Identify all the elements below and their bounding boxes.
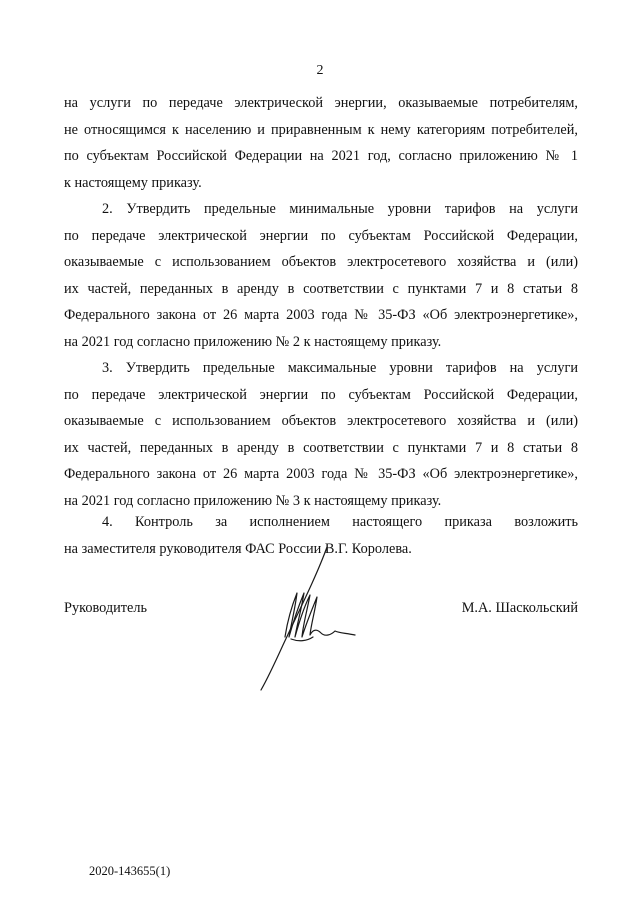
paragraph-line: по передаче электрической энергии по субъектам Российской Федерации, (64, 386, 578, 403)
paragraph-line: на заместителя руководителя ФАС России В.Г. Королева. (64, 540, 412, 557)
handwritten-signature (255, 545, 375, 695)
paragraph-line: оказываемые с использованием объектов электросетевого хозяйства и (или) (64, 254, 578, 271)
paragraph-line: на 2021 год согласно приложению № 3 к настоящему приказу. (64, 492, 442, 509)
paragraph-line: не относящимся к населению и приравненным к нему категориям потребителей, (64, 121, 578, 138)
paragraph-line: 4. Контроль за исполнением настоящего приказа возложить (102, 514, 578, 530)
paragraph-line: оказываемые с использованием объектов электросетевого хозяйства и (или) (64, 413, 578, 430)
paragraph-line: к настоящему приказу. (64, 174, 202, 191)
paragraph-3 (64, 355, 578, 515)
paragraph-line: 3. Утвердить предельные максимальные уровни тарифов на услуги (102, 360, 578, 376)
paragraph-line: 2. Утвердить предельные минимальные уровни тарифов на услуги (102, 201, 578, 217)
paragraph-line: Федерального закона от 26 марта 2003 года № 35-ФЗ «Об электроэнергетике», (64, 466, 578, 483)
signatory-name: М.А. Шаскольский (461, 600, 578, 616)
paragraph-line: на услуги по передаче электрической энергии, оказываемые потребителям, (64, 95, 578, 111)
paragraph-line: их частей, переданных в аренду в соответствии с пунктами 7 и 8 статьи 8 (64, 280, 578, 297)
paragraph-line: Федерального закона от 26 марта 2003 года № 35-ФЗ «Об электроэнергетике», (64, 307, 578, 324)
signatory-position: Руководитель (64, 600, 148, 616)
paragraph-line: их частей, переданных в аренду в соответствии с пунктами 7 и 8 статьи 8 (64, 439, 578, 456)
paragraph-line: по субъектам Российской Федерации на 2021 год, согласно приложению № 1 (64, 148, 578, 165)
paragraph-1 (64, 90, 578, 196)
paragraph-line: по передаче электрической энергии по субъектам Российской Федерации, (64, 227, 578, 244)
page-number: 2 (316, 63, 324, 78)
paragraph-2 (64, 196, 578, 356)
document-id: 2020-143655(1) (89, 864, 171, 878)
paragraph-line: на 2021 год согласно приложению № 2 к настоящему приказу. (64, 333, 442, 350)
